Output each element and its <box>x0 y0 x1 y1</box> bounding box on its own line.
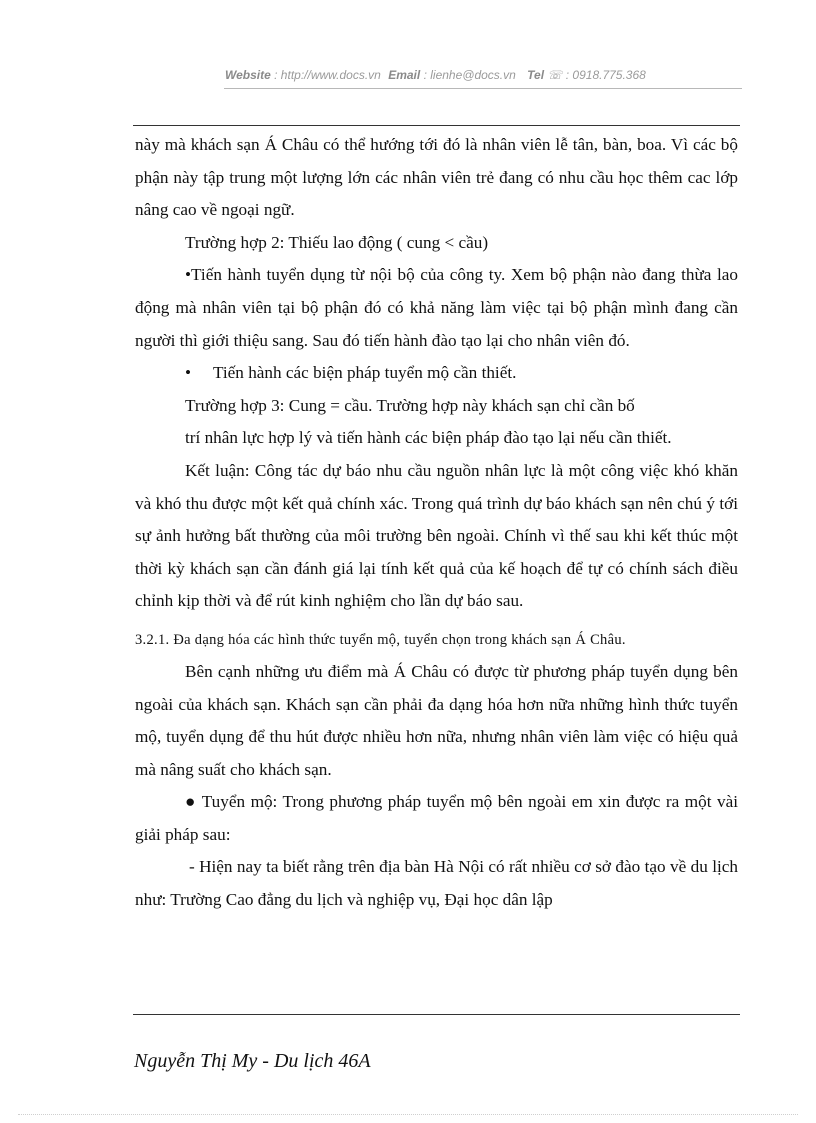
bullet-icon: • <box>185 363 192 383</box>
bullet-icon: • <box>185 265 192 285</box>
bullet-item-internal-recruitment <box>135 259 738 357</box>
page-bottom-border <box>18 1114 798 1115</box>
case-3-line-2: trí nhân lực hợp lý và tiến hành các biện pháp đào tạo lại nếu cần thiết. <box>185 428 672 448</box>
tel-value: : 0918.775.368 <box>565 68 646 82</box>
paragraph-recruitment: ● Tuyển mộ: Trong phương pháp tuyển mộ bên ngoài em xin được ra một vài giải pháp sau: <box>135 792 738 844</box>
phone-icon: ☏ <box>547 68 563 82</box>
website-label: Website <box>225 68 271 82</box>
case-3-line-1: Trường hợp 3: Cung = cầu. Trường hợp này khách sạn chỉ cần bố <box>185 395 635 415</box>
page-header <box>225 68 745 82</box>
paragraph-advantages: Bên cạnh những ưu điểm mà Á Châu có được từ phương pháp tuyển dụng bên ngoài của khách sạn. Khách sạn cần phải đa dạng hóa hơn nữa những hình thức tuyển mộ, tuyển dụng để thu hút được nhiều hơn nữa, nhưng nhân viên làm việc có hiệu quả mà nâng suất cho khách sạn. <box>135 661 738 779</box>
bullet-text: Tiến hành tuyển dụng từ nội bộ của công ty. Xem bộ phận nào đang thừa lao động mà nhân viên tại bộ phận đó có khả năng làm việc tại bộ phận mình đang cần người thì giới thiệu sang. Sau đó tiến hành đào tạo lại cho nhân viên đó. <box>135 265 738 350</box>
website-value: : http://www.docs.vn <box>274 68 381 82</box>
footer-author: Nguyễn Thị My - Du lịch 46A <box>134 1050 371 1072</box>
paragraph-continuation: này mà khách sạn Á Châu có thể hướng tới đó là nhân viên lễ tân, bàn, boa. Vì các bộ phận này tập trung một lượng lớn các nhân viên trẻ đang có nhu cầu học thêm cac lớp nâng cao về ngoại ngữ. <box>135 135 738 220</box>
bullet-text: Tiến hành các biện pháp tuyển mộ cần thiết. <box>213 363 517 383</box>
tel-label: Tel <box>527 68 545 82</box>
header-rule <box>224 88 742 89</box>
conclusion-paragraph: Kết luận: Công tác dự báo nhu cầu nguồn nhân lực là một công việc khó khăn và khó thu được một kết quả chính xác. Trong quá trình dự báo khách sạn nên chú ý tới sự ảnh hưởng bất thường của môi trường bên ngoài. Chính vì thế sau khi kết thúc một thời kỳ khách sạn cần đánh giá lại tính kết quả của kế hoạch để tự có chính sách điều chỉnh kịp thời và để rút kinh nghiệm cho lần dự báo sau. <box>135 460 738 611</box>
section-heading-3-2-1: 3.2.1. Đa dạng hóa các hình thức tuyển mộ, tuyển chọn trong khách sạn Á Châu. <box>135 631 626 648</box>
bullet-item-recruitment-measures <box>135 357 738 390</box>
email-label: Email <box>388 68 421 82</box>
case-2-heading: Trường hợp 2: Thiếu lao động ( cung < cầu) <box>185 232 489 252</box>
body-bottom-rule <box>133 1014 740 1015</box>
email-value: : lienhe@docs.vn <box>423 68 516 82</box>
body-top-rule <box>133 125 740 126</box>
paragraph-hanoi-schools: - Hiện nay ta biết rằng trên địa bàn Hà Nội có rất nhiều cơ sở đào tạo về du lịch như: Trường Cao đẳng du lịch và nghiệp vụ, Đại học dân lập <box>135 857 738 910</box>
body-text <box>135 129 738 917</box>
